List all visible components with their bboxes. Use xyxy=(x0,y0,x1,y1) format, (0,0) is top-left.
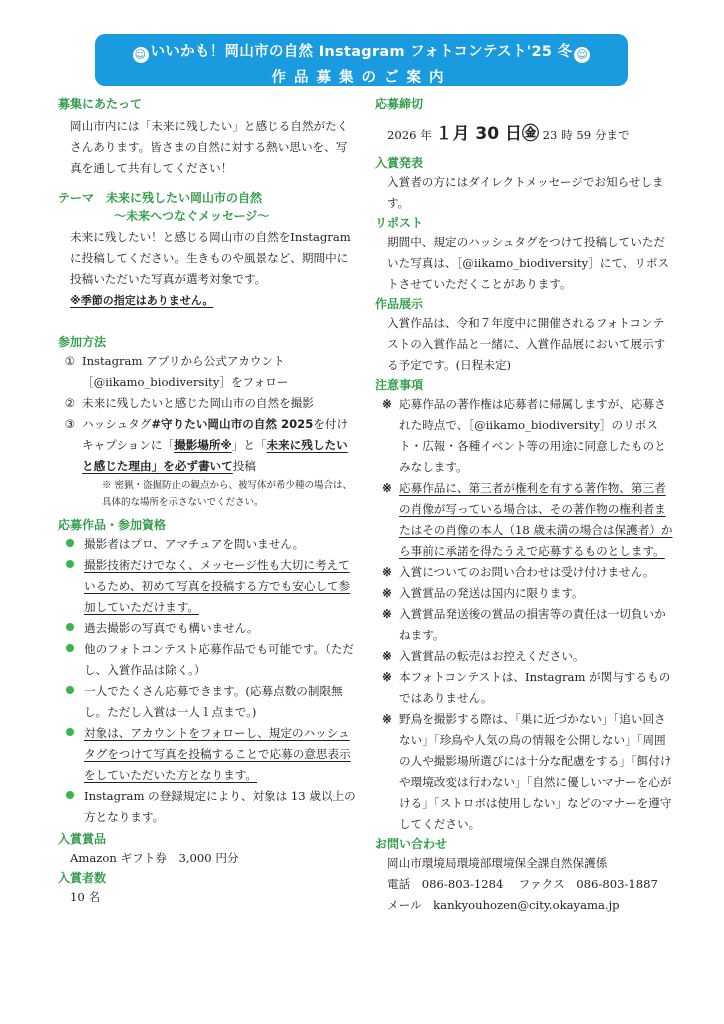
step3-mid: を付けキャプションに「 xyxy=(82,417,349,452)
bullet-icon xyxy=(58,723,84,786)
note-text: 入賞賞品発送後の賞品の損害等の責任は一切負いかねます。 xyxy=(399,607,666,642)
deadline-year: 2026 年 xyxy=(387,128,432,142)
list-item xyxy=(58,681,358,723)
note-text: 応募作品に、第三者が権利を有する著作物、第三者の肖像が写っている場合は、その著作物の権利者またはその肖像の本人（18 歳未満の場合は保護者）から事前に承諾を得たうえで応募するものとします。 xyxy=(399,481,673,558)
contact-phone: 電話 086-803-1284 ファクス 086-803-1887 xyxy=(387,877,658,891)
prize-heading: 入賞賞品 xyxy=(58,832,107,846)
contact-heading: お問い合わせ xyxy=(375,837,448,851)
step3-pre: ハッシュタグ xyxy=(82,417,152,431)
step3-location: 撮影場所※ xyxy=(174,438,232,452)
step-number: ① xyxy=(64,354,76,368)
note-mark: ※ xyxy=(382,481,392,495)
note-mark: ※ xyxy=(382,565,392,579)
method-step xyxy=(58,351,358,393)
note-text: 入賞賞品の転売はお控えください。 xyxy=(399,649,585,663)
step3-and: 」と「 xyxy=(231,438,267,452)
note-item xyxy=(375,709,675,835)
banner-title: いいかも！岡山市の自然 Instagram フォトコンテスト'25 冬 xyxy=(150,44,573,60)
exhibit-heading: 作品展示 xyxy=(375,297,424,311)
eligibility-list xyxy=(58,534,358,828)
method-steps xyxy=(58,351,358,414)
theme-subheading: ～未来へつなぐメッセージ～ xyxy=(114,209,270,223)
announce-text: 入賞者の方にはダイレクトメッセージでお知らせします。 xyxy=(387,175,664,210)
theme-heading: テーマ 未来に残したい岡山市の自然 xyxy=(58,191,263,205)
intro-heading: 募集にあたって xyxy=(58,97,143,111)
list-item-text: 過去撮影の写真でも構いません。 xyxy=(84,621,259,635)
note-item xyxy=(375,562,675,583)
list-item xyxy=(58,534,358,555)
list-item xyxy=(58,723,358,786)
list-item-text: 対象は、アカウントをフォローし、規定のハッシュタグをつけて写真を投稿することで応募の意思表示をしていただいた方となります。 xyxy=(84,726,351,782)
list-item-text: 一人でたくさん応募できます。(応募点数の制限無し。ただし入賞は一人１点まで。) xyxy=(84,684,343,719)
note-item xyxy=(375,667,675,709)
note-mark: ※ xyxy=(382,607,392,621)
note-text: 本フォトコンテストは、Instagram が関与するものではありません。 xyxy=(399,670,671,705)
winners-text: 10 名 xyxy=(70,890,101,904)
step-number: ③ xyxy=(64,417,76,431)
season-note: ※季節の指定はありません。 xyxy=(70,294,214,307)
contact-org: 岡山市環境局環境部環境保全課自然保護係 xyxy=(387,856,608,870)
winners-heading: 入賞者数 xyxy=(58,871,107,885)
notes-list xyxy=(375,394,675,835)
right-column xyxy=(375,95,675,916)
prize-text: Amazon ギフト券 3,000 円分 xyxy=(70,851,239,865)
deadline-heading: 応募締切 xyxy=(375,97,424,111)
list-item xyxy=(58,786,358,828)
note-mark: ※ xyxy=(382,649,392,663)
bullet-icon xyxy=(58,618,84,639)
note-item xyxy=(375,478,675,562)
step3-post: 投稿 xyxy=(232,459,256,473)
step-text: Instagram アプリから公式アカウント［@iikamo_biodiversity］をフォロー xyxy=(82,354,289,389)
bullet-icon xyxy=(58,534,84,555)
note-item xyxy=(375,604,675,646)
step-text: 未来に残したいと感じた岡山市の自然を撮影 xyxy=(82,396,314,410)
method-step xyxy=(58,414,358,477)
note-text: 応募作品の著作権は応募者に帰属しますが、応募された時点で、［@iikamo_biodiversity］のリポスト・広報・各種イベント等の用途に同意したものとみなします。 xyxy=(399,397,666,474)
list-item-text: 撮影者はプロ、アマチュアを問いません。 xyxy=(84,537,305,551)
note-mark: ※ xyxy=(382,712,392,726)
left-column xyxy=(58,95,358,908)
step3-reason: 未来に残したいと感じた理由 xyxy=(82,438,348,473)
step3-must: 」を必ず書いて xyxy=(151,459,233,473)
exhibit-text: 入賞作品は、令和７年度中に開催されるフォトコンテストの入賞作品と一緒に、入賞作品展において展示する予定です。(日程未定) xyxy=(387,316,666,372)
list-item-text: 撮影技術だけでなく、メッセージ性も大切に考えているため、初めて写真を投稿する方でも安心して参加していただけます。 xyxy=(84,558,351,614)
list-item xyxy=(58,555,358,618)
announce-heading: 入賞発表 xyxy=(375,156,424,170)
list-item-text: 他のフォトコンテスト応募作品でも可能です。（ただし、入賞作品は除く。） xyxy=(84,642,355,677)
note-text: 野鳥を撮影する際は、「巣に近づかない」「追い回さない」「珍鳥や人気の鳥の情報を公開しない」「周囲の人や撮影場所選びには十分な配慮をする」「餌付けや環境改変は行わない」「自然に優しいマナーを心がける」「ストロボは使用しない」などのマナーを遵守してください。 xyxy=(399,712,672,831)
repost-text: 期間中、規定のハッシュタグをつけて投稿していただいた写真は、［@iikamo_biodiversity］にて、リポストさせていただくことがあります。 xyxy=(387,235,670,291)
deadline-line xyxy=(375,121,675,148)
note-mark: ※ xyxy=(382,586,392,600)
notes-heading: 注意事項 xyxy=(375,378,424,392)
step-text xyxy=(82,414,358,477)
list-item xyxy=(58,639,358,681)
note-item xyxy=(375,646,675,667)
deadline-time: 23 時 59 分まで xyxy=(542,128,630,142)
note-mark: ※ xyxy=(382,397,392,411)
contact-mail: メール kankyouhozen@city.okayama.jp xyxy=(387,898,620,912)
note-text: 入賞についてのお問い合わせは受け付けません。 xyxy=(399,565,655,579)
intro-text: 岡山市内には「未来に残したい」と感じる自然がたくさんあります。皆さまの自然に対する熱い思いを、写真を通して共有してください！ xyxy=(70,119,349,175)
step-number: ② xyxy=(64,396,76,410)
note-item xyxy=(375,394,675,478)
hashtag: #守りたい岡山市の自然 2025 xyxy=(151,417,314,431)
list-item-text: Instagram の登録規定により、対象は 13 歳以上の方となります。 xyxy=(84,789,356,824)
bullet-icon xyxy=(58,639,84,681)
method-step xyxy=(58,393,358,414)
face-icon: ☺ xyxy=(574,47,590,63)
eligibility-heading: 応募作品・参加資格 xyxy=(58,518,167,532)
theme-text: 未来に残したい！と感じる岡山市の自然をInstagram に投稿してください。生きものや風景など、期間中に投稿いただいた写真が選考対象です。 xyxy=(70,230,351,286)
note-mark: ※ xyxy=(382,670,392,684)
method-heading: 参加方法 xyxy=(58,335,107,349)
bullet-icon xyxy=(58,555,84,618)
bullet-icon xyxy=(58,681,84,723)
title-banner xyxy=(95,34,628,86)
repost-heading: リポスト xyxy=(375,216,424,230)
deadline-date: １月 30 日㊎ xyxy=(435,124,539,144)
list-item xyxy=(58,618,358,639)
face-icon: ☺ xyxy=(133,47,149,63)
note-item xyxy=(375,583,675,604)
bullet-icon xyxy=(58,786,84,828)
banner-subtitle: 作品募集のご案内 xyxy=(271,70,452,86)
note-text: 入賞賞品の発送は国内に限ります。 xyxy=(399,586,584,600)
step-note: ※ 密猟・盗掘防止の観点から、被写体が希少種の場合は、具体的な場所を示さないでください。 xyxy=(102,480,353,508)
